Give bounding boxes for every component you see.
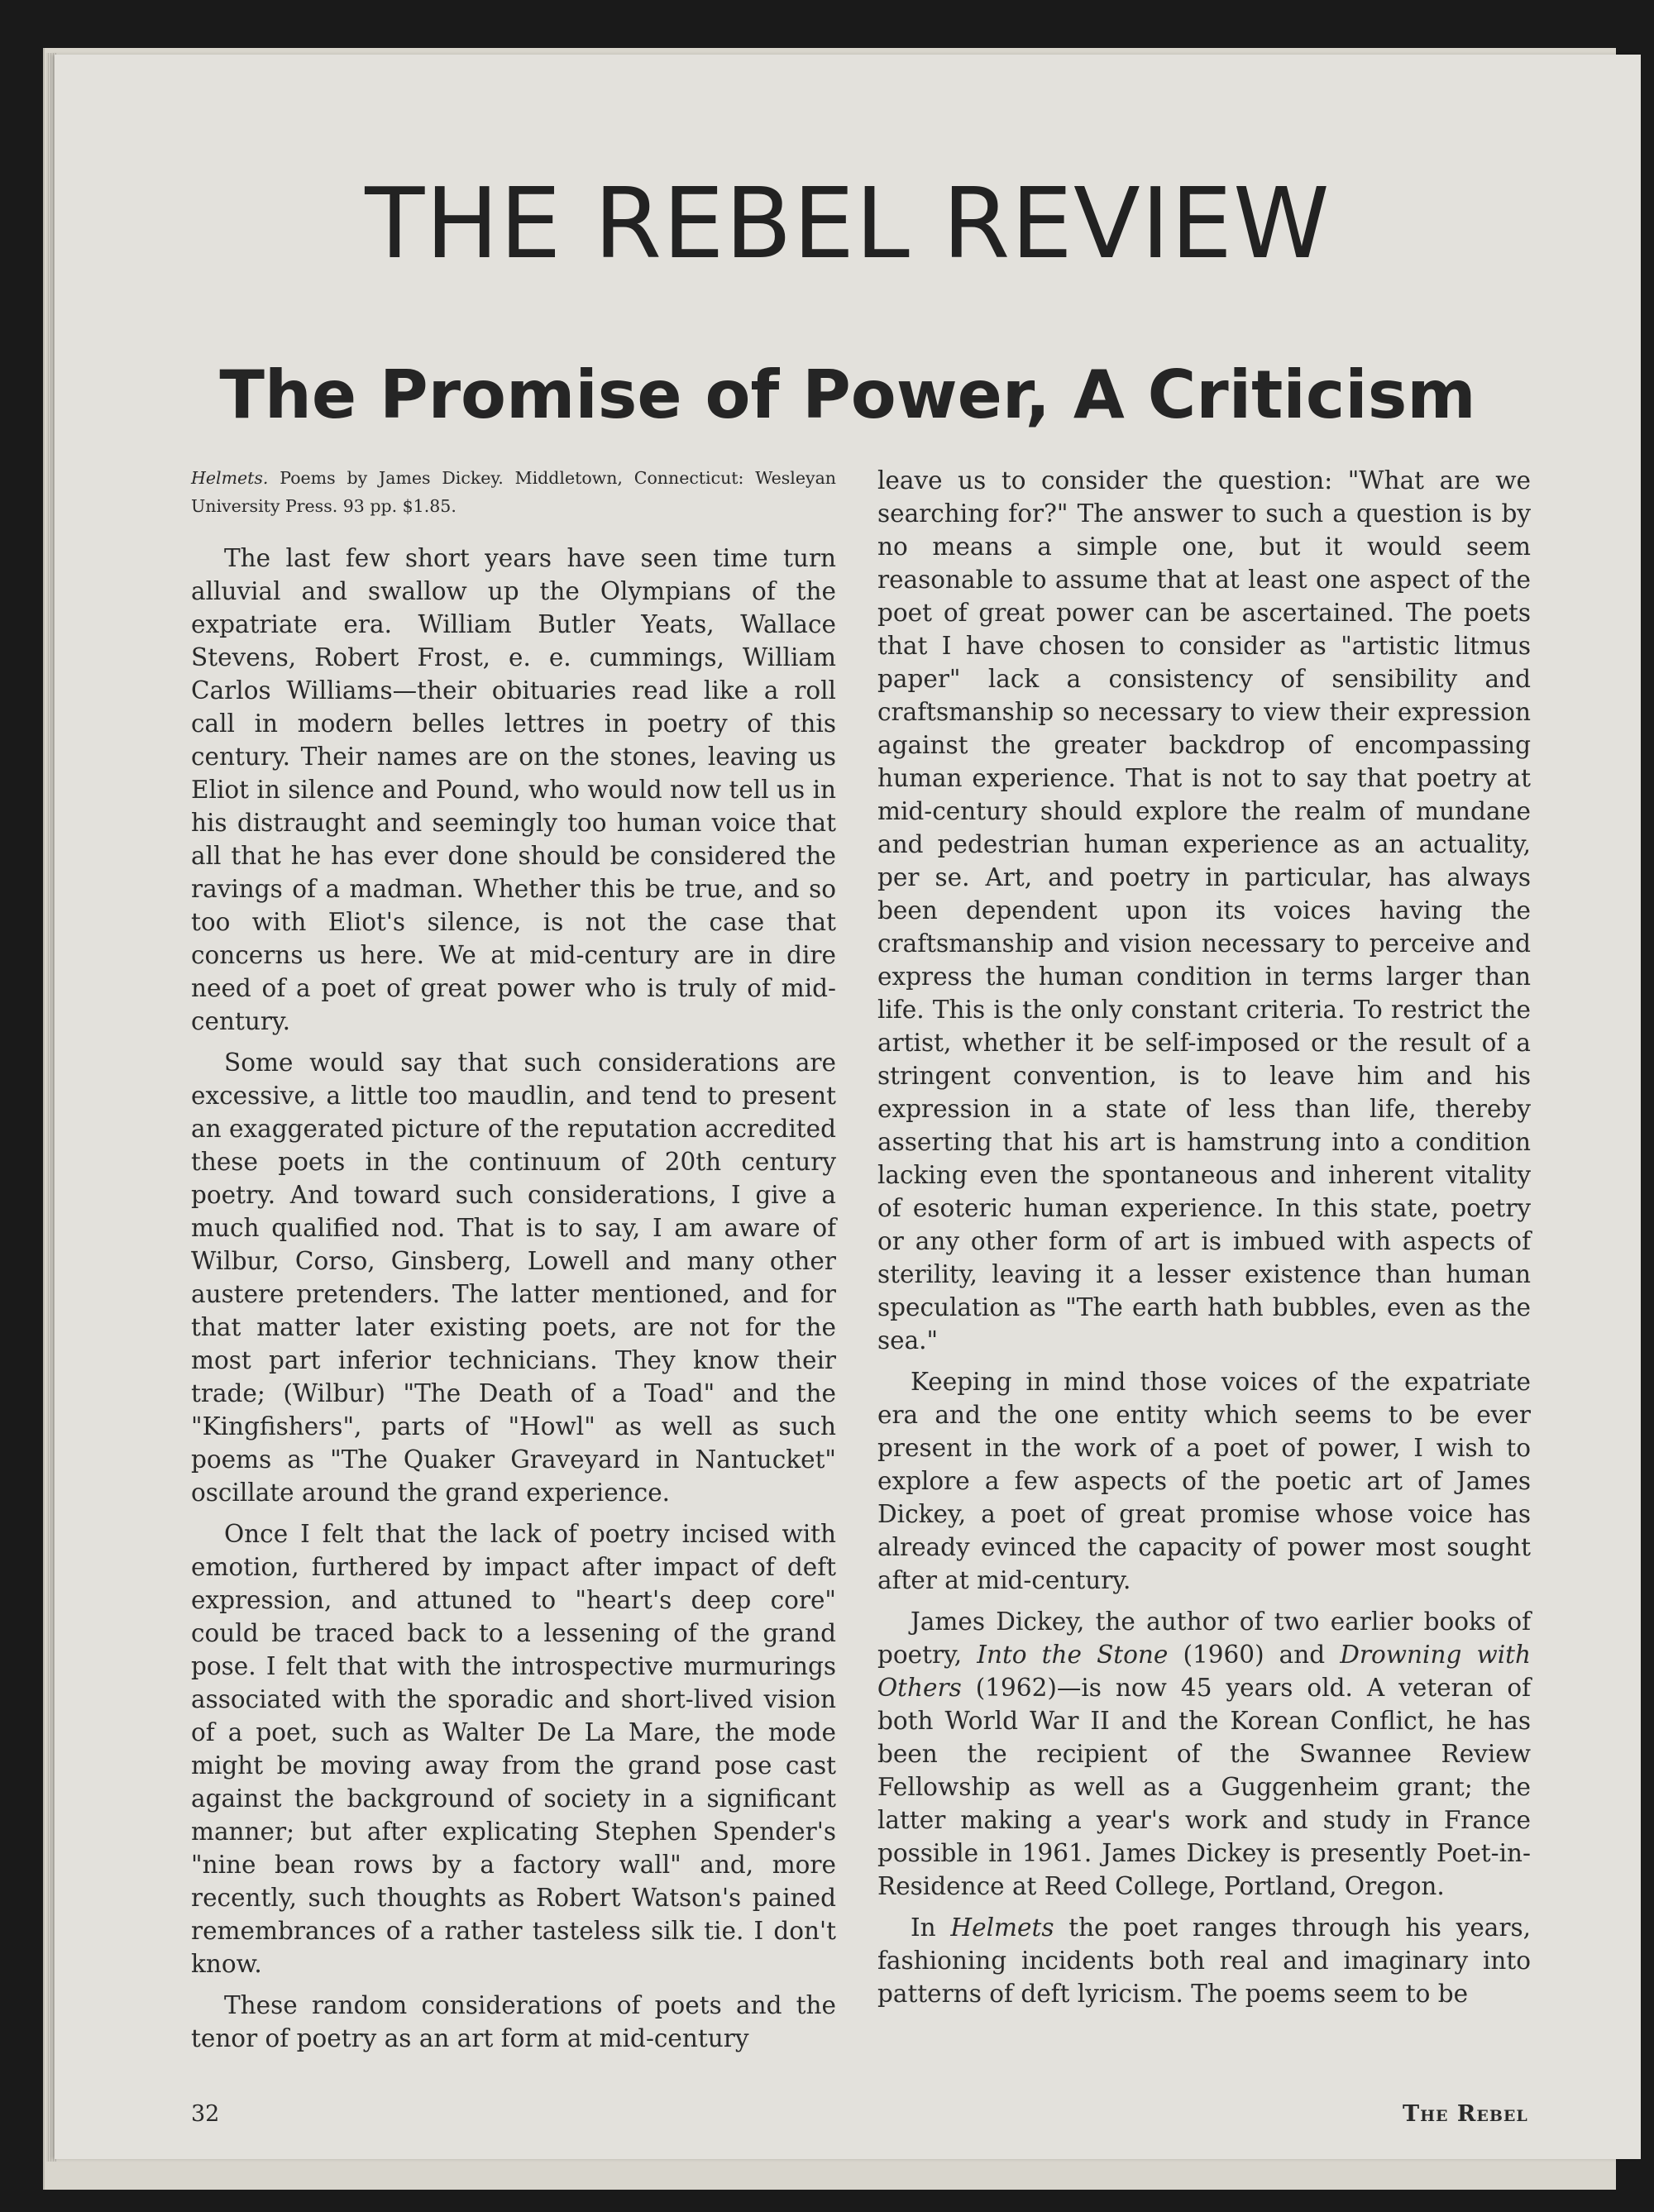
text-run: In (911, 1913, 951, 1942)
text-run: the poet ranges through his years, fashioning incidents both real and imaginary into patterns of deft lyricism. The poems seem to be (877, 1913, 1531, 2008)
paragraph: Once I felt that the lack of poetry incised with emotion, furthered by impact after impact of deft expression, and attuned to "heart's deep core" could be traced back to a lessening of the grand pose. I felt that with the introspective murmurings associated with the sporadic and short-lived vision of a poet, such as Walter De La Mare, the mode might be moving away from the grand pose cast against the background of society in a significant manner; but after explicating Stephen Spender's "nine bean rows by a factory wall" and, more recently, such thoughts as Robert Watson's pained remembrances of a rather tasteless silk tie. I don't know. (191, 1520, 836, 1978)
text-run: (1960) and (1168, 1641, 1341, 1669)
paragraph: Keeping in mind those voices of the expatriate era and the one entity which seems to be ever present in the work of a poet of power, I wish to explore a few aspects of the poetic art of James Dickey, a poet of great promise whose voice has already evinced the capacity of power most sought after at mid-century. (877, 1368, 1531, 1594)
running-title: The Rebel (1403, 2101, 1528, 2127)
book-title: Drowning with Others (877, 1641, 1531, 1702)
page-number: 32 (191, 2101, 220, 2127)
masthead: THE REBEL REVIEW (365, 166, 1331, 280)
paragraph (877, 1605, 1531, 1903)
article-headline: The Promise of Power, A Criticism (219, 356, 1476, 433)
text-run: James Dickey, the author of two earlier books of poetry, (877, 1608, 1531, 1669)
paragraph: leave us to consider the question: "What are we searching for?" The answer to such a question is by no means a simple one, but it would seem reasonable to assume that at least one aspect of the poet of great power can be ascertained. The poets that I have chosen to consider as "artistic litmus paper" lack a consistency of sensibility and craftsmanship so necessary to view their expression against the greater backdrop of encompassing human experience. That is not to say that poetry at mid-century should explore the realm of mundane and pedestrian human experience as an actuality, per se. Art, and poetry in particular, has always been dependent upon its voices having the craftsmanship and vision necessary to perceive and express the human condition in terms larger than life. This is the only constant criteria. To restrict the artist, whether it be self-imposed or the result of a stringent convention, is to leave him and his expression in a state of less than life, thereby asserting that his art is hamstrung into a condition lacking even the spontaneous and inherent vitality of esoteric human experience. In this state, poetry or any other form of art is imbued with aspects of sterility, leaving it a lesser existence than human speculation as "The earth hath bubbles, even as the sea." (877, 466, 1531, 1354)
paragraph: Some would say that such considerations are excessive, a little too maudlin, and tend to present an exaggerated picture of the reputation accredited these poets in the continuum of 20th century poetry. And toward such considerations, I give a much qualified nod. That is to say, I am aware of Wilbur, Corso, Ginsberg, Lowell and many other austere pretenders. The latter mentioned, and for that matter later existing poets, are not for the most part inferior technicians. They know their trade; (Wilbur) "The Death of a Toad" and the "Kingfishers", parts of "Howl" as well as such poems as "The Quaker Graveyard in Nantucket" oscillate around the grand experience. (191, 1049, 836, 1507)
paragraph: These random considerations of poets and the tenor of poetry as an art form at mid-century (191, 1991, 836, 2052)
paragraph: The last few short years have seen time turn alluvial and swallow up the Olympians of the expatriate era. William Butler Yeats, Wallace Stevens, Robert Frost, e. e. cummings, William Carlos Williams—their obituaries read like a roll call in modern belles lettres in poetry of this century. Their names are on the stones, leaving us Eliot in silence and Pound, who would now tell us in his distraught and seemingly too human voice that all that he has ever done should be considered the ravings of a madman. Whether this be true, and so too with Eliot's silence, is not the case that concerns us here. We at mid-century are in dire need of a poet of great power who is truly of mid-century. (191, 544, 836, 1035)
book-title: Into the Stone (977, 1641, 1169, 1669)
magazine-page (55, 55, 1641, 2159)
left-column (191, 464, 836, 2063)
citation-title: Helmets. (191, 468, 269, 488)
book-citation (191, 464, 836, 520)
text-run: (1962)—is now 45 years old. A veteran of both World War II and the Korean Conflict, he has been the recipient of the Swannee Review Fellowship as well as a Guggenheim grant; the latter making a year's work and study in France possible in 1961. James Dickey is presently Poet-in-Residence at Reed College, Portland, Oregon. (877, 1674, 1531, 1900)
citation-details: Poems by James Dickey. Middletown, Connecticut: Wesleyan University Press. 93 pp. $1.85. (191, 468, 836, 516)
right-column (877, 464, 1531, 2019)
book-title: Helmets (950, 1913, 1054, 1942)
paragraph (877, 1911, 1531, 2010)
